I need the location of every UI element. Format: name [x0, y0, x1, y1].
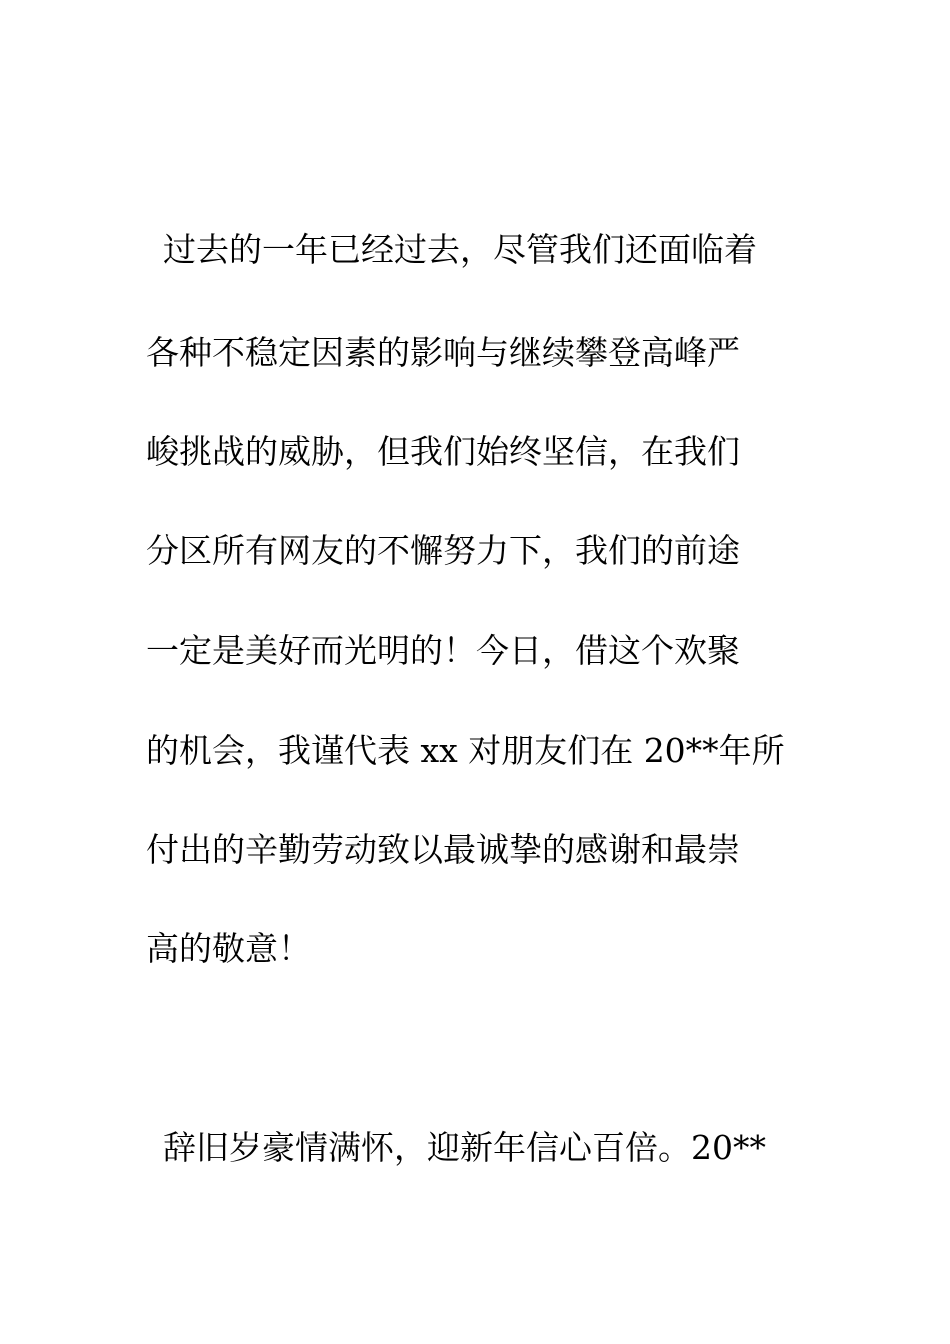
paragraph-line: 高的敬意！: [146, 929, 311, 968]
paragraph-line: 的机会，我谨代表 xx 对朋友们在 20**年所: [146, 731, 785, 770]
paragraph-line: 辞旧岁豪情满怀，迎新年信心百倍。20**: [163, 1128, 766, 1167]
paragraph-line: 峻挑战的威胁，但我们始终坚信，在我们: [146, 432, 740, 471]
paragraph-line: 各种不稳定因素的影响与继续攀登高峰严: [146, 333, 740, 372]
paragraph-line: 过去的一年已经过去，尽管我们还面临着: [163, 230, 757, 269]
paragraph-line: 一定是美好而光明的！今日，借这个欢聚: [146, 631, 740, 670]
paragraph-line: 分区所有网友的不懈努力下，我们的前途: [146, 531, 740, 570]
paragraph-line: 付出的辛勤劳动致以最诚挚的感谢和最崇: [146, 830, 740, 869]
